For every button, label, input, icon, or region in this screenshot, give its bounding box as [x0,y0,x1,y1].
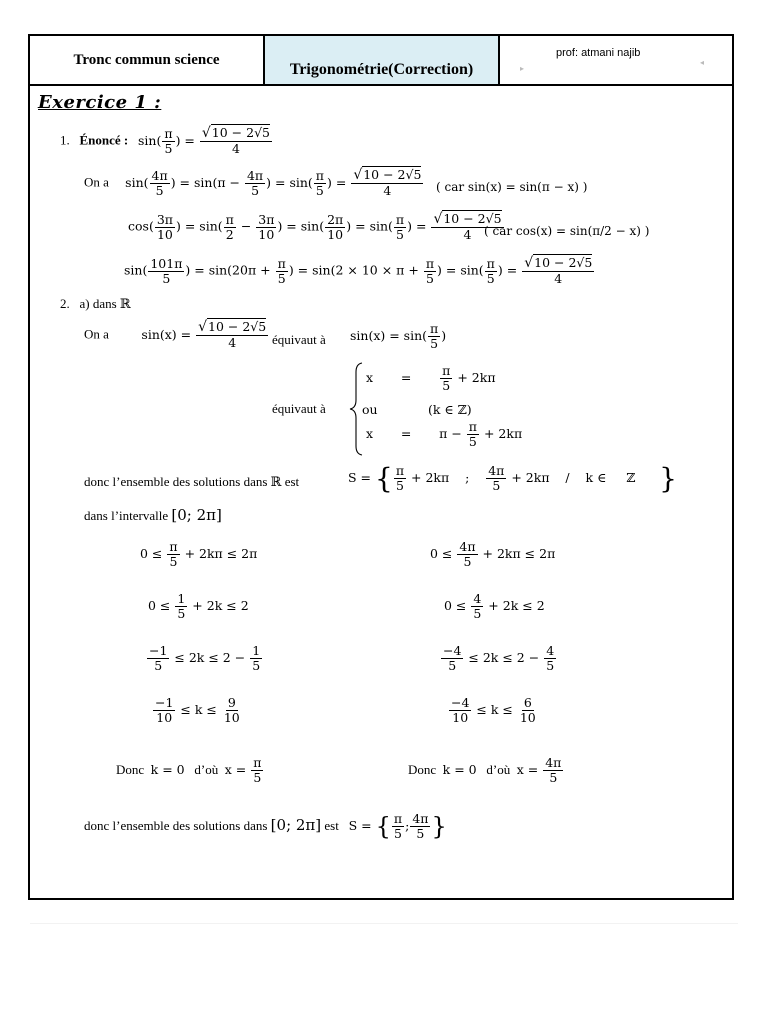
document-title: Trigonométrie(Correction) [289,61,474,78]
q1-number: 1. [60,132,70,148]
q1-line-1 [84,168,424,198]
q2-line-1 [84,320,269,350]
title-cell [265,36,500,84]
dou-label: d’où [194,761,219,777]
ineq-right-1: 0 ≤ $\frac{4\pi}{5}$ + 2kπ ≤ 2π [430,539,556,569]
q1-formula-3: sin( $\frac{101\pi}{5}$ ) = sin(20π + $\frac{\pi}{5}$ ) = sin(2 × 10 × π + $\frac{\pi}{5}$ ) = sin( $\frac{\pi}{5}$ ) = $\frac{√10 - 2√5}{4}$ [124,255,593,287]
est-label: est [324,817,339,833]
decorative-mark: ◂ [700,58,705,67]
system-line-1: x = $\frac{\pi}{5}$ + 2kπ [366,363,496,393]
ineq-right-4: $\frac{-4}{10}$ ≤ k ≤ $\frac{6}{10}$ [451,695,536,725]
equivaut-label-1: équivaut à [272,332,326,347]
dou-label: d’où [486,761,511,777]
q2-heading [60,296,131,312]
ineq-right-3: $\frac{-4}{5}$ ≤ 2k ≤ 2 − $\frac{4}{5}$ [443,643,555,673]
q1-label: Énoncé : [79,132,129,148]
equivaut-label-2: équivaut à [272,401,326,416]
exercise-heading: Exercice 1 : [38,92,162,113]
q1-formula-1: sin( $\frac{4\pi}{5}$ ) = sin(π − $\frac{4\pi}{5}$ ) = sin( $\frac{\pi}{5}$ ) = $\frac{√10 - 2√5}{4}$ [125,167,422,199]
system-line-2: x = π − $\frac{\pi}{5}$ + 2kπ [366,419,523,449]
ineq-right-2: 0 ≤ $\frac{4}{5}$ + 2k ≤ 2 [444,591,545,621]
q2-formula-2: sin(x) = sin( $\frac{\pi}{5}$ ) [350,321,447,351]
page-edge [30,923,738,924]
ineq-left-4: $\frac{-1}{10}$ ≤ k ≤ $\frac{9}{10}$ [155,695,240,725]
solution-set-r-label: donc l’ensemble des solutions dans ℝ est [84,474,300,489]
course-cell [30,36,265,84]
ineq-left-3: $\frac{-1}{5}$ ≤ 2k ≤ 2 − $\frac{1}{5}$ [149,643,261,673]
q2-part-a: a) dans ℝ [79,296,131,311]
on-a-label: On a [84,174,109,190]
q1-reason-1: ( car sin(x) = sin(π − x) ) [436,180,588,194]
ineq-left-1: 0 ≤ $\frac{\pi}{5}$ + 2kπ ≤ 2π [140,539,258,569]
conclusion-right: Donc k = 0 d’où x = $\frac{4\pi}{5}$ [408,755,562,785]
donc-label: Donc [408,761,437,777]
author-label: prof: atmani najib [556,47,641,59]
header-table [28,34,734,86]
q1-formula: sin( $\frac{\pi}{5}$ ) = $\frac{√10 - 2√5}{4}$ [138,125,270,157]
author-cell [500,36,732,84]
on-a-label: On a [84,326,109,342]
system-ou: ou [362,402,378,417]
decorative-mark: ▸ [520,64,525,73]
q2-number: 2. [60,296,70,311]
course-label: Tronc commun science [73,51,220,68]
donc-label: Donc [116,761,145,777]
q1-reason-2: ( car cos(x) = sin(π/2 − x) ) [484,224,650,238]
solution-set-interval: donc l’ensemble des solutions dans [0; 2π] est S = { $\frac{\pi}{5}$ ; $\frac{4\pi}{5}$ } [84,811,447,841]
system-k-in-z: (k ∈ ℤ) [428,402,472,417]
interval-label [84,506,222,524]
solution-set-r: S = { $\frac{\pi}{5}$ + 2kπ ; $\frac{4\pi}{5}$ + 2kπ / k ∈ ℤ } [348,462,677,495]
q1-formula-2: cos( $\frac{3\pi}{10}$ ) = sin( $\frac{\pi}{2}$ − $\frac{3\pi}{10}$ ) = sin( $\frac{2\pi}{10}$ ) = sin( $\frac{\pi}{5}$ ) = $\frac{√10 - 2√5}{4}$ [128,211,502,243]
ineq-left-2: 0 ≤ $\frac{1}{5}$ + 2k ≤ 2 [148,591,249,621]
solution-set-interval-value: S = { $\frac{\pi}{5}$ ; $\frac{4\pi}{5}$ } [348,811,447,841]
conclusion-left: Donc k = 0 d’où x = $\frac{\pi}{5}$ [116,755,262,785]
interval-value: [0; 2π] [171,506,222,524]
q1-statement [60,126,273,156]
solution-set-interval-label: donc l’ensemble des solutions dans [84,817,268,833]
interval-text: dans l’intervalle [84,508,169,523]
q2-formula-1: sin(x) = $\frac{√10 - 2√5}{4}$ [141,319,267,351]
